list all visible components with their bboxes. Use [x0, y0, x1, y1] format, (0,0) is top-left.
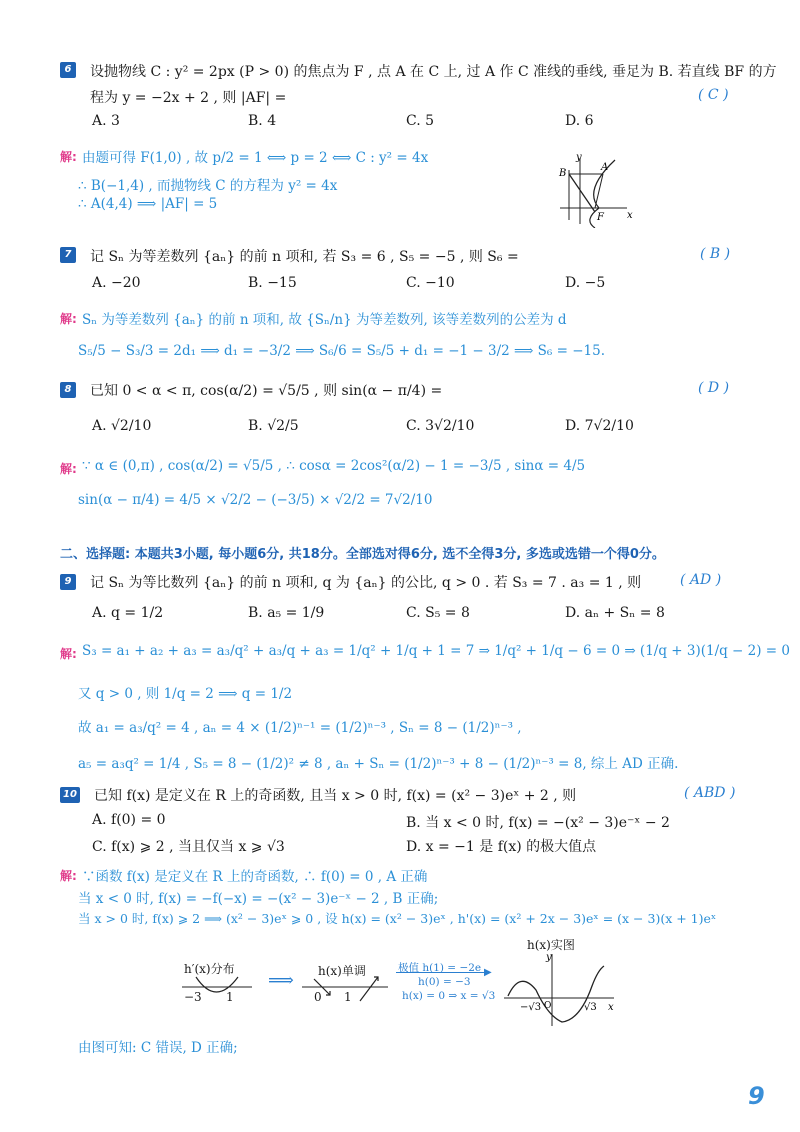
q7-option-a: A. −20	[92, 275, 141, 291]
h-increasing-arrow	[360, 977, 378, 1001]
q6-fig-label-y: y	[576, 152, 582, 163]
q6-fig-line-bf	[569, 174, 595, 212]
q8-option-c: C. 3√2/10	[406, 418, 475, 434]
question-number-10: 10	[60, 787, 80, 803]
q6-answer: ( C )	[698, 87, 729, 103]
q7-option-b: B. −15	[248, 275, 297, 291]
hprime-tick-neg3: −3	[184, 990, 202, 1004]
q10-stem: 已知 f(x) 是定义在 R 上的奇函数, 且当 x > 0 时, f(x) = (x² − 3)eˣ + 2 , 则	[94, 788, 577, 804]
q6-option-c: C. 5	[406, 113, 435, 129]
q9-stem: 记 Sₙ 为等比数列 {aₙ} 的前 n 项和, q 为 {aₙ} 的公比, q > 0 . 若 S₃ = 7 . a₃ = 1 , 则	[90, 575, 642, 591]
page-number: 9	[748, 1082, 765, 1110]
q7-stem: 记 Sₙ 为等差数列 {aₙ} 的前 n 项和, 若 S₃ = 6 , S₅ = −5 , 则 S₆ =	[90, 249, 519, 265]
q10-solution-line3: 当 x > 0 时, f(x) ⩾ 2 ⟹ (x² − 3)eˣ ⩾ 0 , 设 h(x) = (x² − 3)eˣ , h'(x) = (x² + 2x − 3)eˣ = (x − 3)(x + 1)eˣ	[78, 911, 717, 926]
q8-solution-label: 解:	[60, 462, 77, 476]
q10-solution-line2: 当 x < 0 时, f(x) = −f(−x) = −(x² − 3)e⁻ˣ − 2 , B 正确;	[78, 891, 439, 907]
question-number-6: 6	[60, 62, 76, 78]
note-extremum: 极值 h(1) = −2e	[398, 962, 482, 974]
q6-option-b: B. 4	[248, 113, 277, 129]
h-graph-label-y: y	[546, 952, 552, 963]
q10-answer: ( ABD )	[684, 785, 736, 801]
q9-solution-line4: a₅ = a₃q² = 1/4 , S₅ = 8 − (1/2)² ≠ 8 , aₙ + Sₙ = (1/2)ⁿ⁻³ + 8 − (1/2)ⁿ⁻³ = 8, 综上 AD 正确.	[78, 756, 679, 772]
h-graph-label-origin: O	[544, 1001, 552, 1011]
q8-answer: ( D )	[698, 380, 730, 396]
q8-stem: 已知 0 < α < π, cos(α/2) = √5/5 , 则 sin(α − π/4) =	[90, 383, 443, 399]
q7-solution-line2: S₅/5 − S₃/3 = 2d₁ ⟹ d₁ = −3/2 ⟹ S₆/6 = S₅/5 + d₁ = −1 − 3/2 ⟹ S₆ = −15.	[78, 343, 606, 359]
q9-option-b: B. a₅ = 1/9	[248, 605, 325, 621]
section-2-heading: 二、选择题: 本题共3小题, 每小题6分, 共18分。全部选对得6分, 选不全得3分, 多选或选错一个得0分。	[60, 547, 665, 562]
h-graph-curve	[508, 966, 604, 1022]
q9-solution-line3: 故 a₁ = a₃/q² = 4 , aₙ = 4 × (1/2)ⁿ⁻¹ = (1/2)ⁿ⁻³ , Sₙ = 8 − (1/2)ⁿ⁻³ ,	[78, 720, 522, 736]
h-graph-label-neg-sqrt3: −√3	[520, 1002, 542, 1013]
q6-stem-line2: 程为 y = −2x + 2 , 则 |AF| =	[90, 90, 287, 106]
q8-solution-line1: ∵ α ∈ (0,π) , cos(α/2) = √5/5 , ∴ cosα = 2cos²(α/2) − 1 = −3/5 , sinα = 4/5	[82, 458, 586, 474]
q10-solution-line1: ∵函数 f(x) 是定义在 R 上的奇函数, ∴ f(0) = 0 , A 正确	[82, 869, 428, 885]
q6-solution-label: 解:	[60, 150, 77, 164]
q7-solution-label: 解:	[60, 312, 77, 326]
q10-solution-conclusion: 由图可知: C 错误, D 正确;	[78, 1040, 238, 1056]
q6-solution-line1: 由题可得 F(1,0) , 故 p/2 = 1 ⟺ p = 2 ⟺ C : y² = 4x	[82, 150, 429, 166]
q8-solution-line2: sin(α − π/4) = 4/5 × √2/2 − (−3/5) × √2/2 = 7√2/10	[78, 492, 433, 508]
q7-answer: ( B )	[700, 246, 731, 262]
h-graph-title: h(x)实图	[527, 938, 575, 952]
q7-option-d: D. −5	[565, 275, 606, 291]
question-number-8: 8	[60, 382, 76, 398]
q9-option-d: D. aₙ + Sₙ = 8	[565, 605, 665, 621]
q8-option-b: B. √2/5	[248, 418, 299, 434]
q10-option-c: C. f(x) ⩾ 2 , 当且仅当 x ⩾ √3	[92, 839, 285, 855]
q9-solution-label: 解:	[60, 647, 77, 661]
q10-option-b: B. 当 x < 0 时, f(x) = −(x² − 3)e⁻ˣ − 2	[406, 815, 670, 831]
hprime-diagram-title: h′(x)分布	[184, 962, 235, 976]
q6-stem-line1: 设抛物线 C : y² = 2px (P > 0) 的焦点为 F , 点 A 在 C 上, 过 A 作 C 准线的垂线, 垂足为 B. 若直线 BF 的方	[90, 64, 777, 80]
note-h0: h(0) = −3	[418, 976, 471, 988]
h-tick-1: 1	[344, 990, 352, 1004]
q6-fig-label-x: x	[627, 210, 633, 221]
implies-arrow: ⟹	[268, 970, 294, 991]
q9-solution-line2: 又 q > 0 , 则 1/q = 2 ⟹ q = 1/2	[78, 686, 293, 702]
note-arrow-head: ▶	[484, 967, 492, 978]
hprime-tick-1: 1	[226, 990, 234, 1004]
q6-parabola-figure	[555, 150, 635, 228]
q9-solution-line1: S₃ = a₁ + a₂ + a₃ = a₃/q² + a₃/q + a₃ = 1/q² + 1/q + 1 = 7 ⇒ 1/q² + 1/q − 6 = 0 ⇒ (1/q + 3)(1/q − 2) = 0	[82, 643, 790, 659]
q6-option-a: A. 3	[92, 113, 120, 129]
q9-answer: ( AD )	[680, 572, 722, 588]
q6-solution-line2: ∴ B(−1,4) , 而抛物线 C 的方程为 y² = 4x	[78, 178, 338, 194]
q8-option-a: A. √2/10	[92, 418, 152, 434]
q8-option-d: D. 7√2/10	[565, 418, 634, 434]
q6-solution-line3: ∴ A(4,4) ⟹ |AF| = 5	[78, 196, 218, 212]
q10-option-d: D. x = −1 是 f(x) 的极大值点	[406, 839, 597, 855]
q7-option-c: C. −10	[406, 275, 455, 291]
q10-option-a: A. f(0) = 0	[92, 812, 166, 828]
q9-option-c: C. S₅ = 8	[406, 605, 470, 621]
note-arrow-line	[396, 972, 490, 973]
q10-solution-label: 解:	[60, 869, 77, 883]
question-number-9: 9	[60, 574, 76, 590]
h-tick-0: 0	[314, 990, 322, 1004]
q6-fig-label-f: F	[597, 212, 604, 223]
h-graph-label-sqrt3: √3	[584, 1002, 597, 1013]
h-monotonic-title: h(x)单调	[318, 964, 366, 978]
q7-solution-line1: Sₙ 为等差数列 {aₙ} 的前 n 项和, 故 {Sₙ/n} 为等差数列, 该等差数列的公差为 d	[82, 312, 567, 328]
h-graph-label-x: x	[608, 1002, 614, 1013]
q9-option-a: A. q = 1/2	[92, 605, 164, 621]
h-graph	[500, 950, 620, 1030]
q6-option-d: D. 6	[565, 113, 594, 129]
note-zero: h(x) = 0 ⇒ x = √3	[402, 990, 496, 1002]
question-number-7: 7	[60, 247, 76, 263]
q6-fig-label-a: A	[601, 162, 609, 173]
q6-fig-label-b: B	[559, 168, 567, 179]
